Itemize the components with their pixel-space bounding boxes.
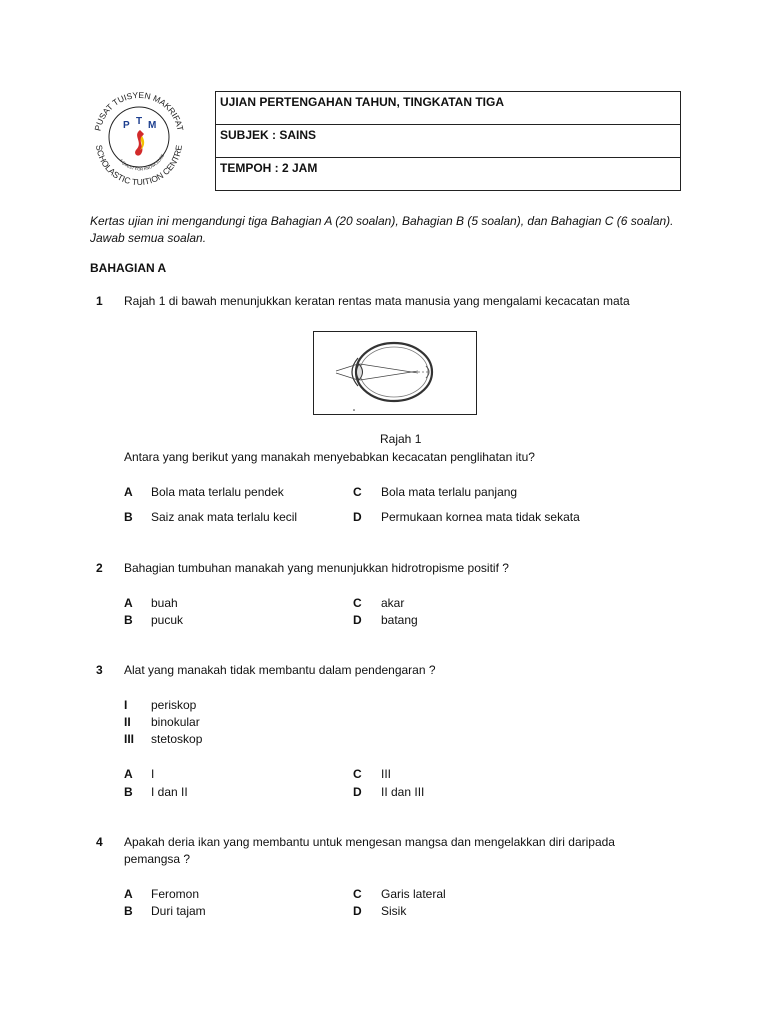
q3-option-b: I dan II xyxy=(151,785,188,799)
q3-option-a: I xyxy=(151,767,155,781)
section-title: BAHAGIAN A xyxy=(90,261,167,275)
logo-letter-m: M xyxy=(148,120,157,131)
q2-option-d: batang xyxy=(381,613,418,627)
svg-text:A QUEST FOR KNOWLEDGE xyxy=(119,153,166,172)
q1-option-b-letter: B xyxy=(124,510,133,524)
q3-option-b-letter: B xyxy=(124,785,133,799)
q2-option-c: akar xyxy=(381,596,405,610)
school-logo xyxy=(86,84,192,190)
q3-item-2: binokular xyxy=(151,715,200,729)
q4-option-d: Sisik xyxy=(381,904,407,918)
q2-option-d-letter: D xyxy=(353,613,362,627)
logo-motto: A QUEST FOR KNOWLEDGE xyxy=(118,153,166,172)
q2-option-a-letter: A xyxy=(124,596,133,610)
q4-option-c-letter: C xyxy=(353,887,362,901)
instructions-line-2: Jawab semua soalan. xyxy=(90,231,207,245)
q4-option-b: Duri tajam xyxy=(151,904,206,918)
q3-option-d: II dan III xyxy=(381,785,425,799)
q3-item-3-numeral: III xyxy=(124,732,135,746)
q3-item-1: periskop xyxy=(151,698,197,712)
q2-text: Bahagian tumbuhan manakah yang menunjukkan hidrotropisme positif ? xyxy=(124,561,509,575)
q1-option-a: Bola mata terlalu pendek xyxy=(151,485,284,499)
q2-option-c-letter: C xyxy=(353,596,362,610)
q4-option-a: Feromon xyxy=(151,887,200,901)
exam-header-table xyxy=(215,91,681,191)
instructions-line-1: Kertas ujian ini mengandungi tiga Bahagian A (20 soalan), Bahagian B (5 soalan), dan Bahagian C (6 soalan). xyxy=(90,214,674,228)
school-logo-seal xyxy=(86,84,192,190)
logo-letter-t: T xyxy=(136,116,143,127)
q1-question: Antara yang berikut yang manakah menyebabkan kecacatan penglihatan itu? xyxy=(124,450,535,464)
figure-caption: Rajah 1 xyxy=(380,432,422,446)
q2-number: 2 xyxy=(96,561,103,575)
exam-subject: SUBJEK : SAINS xyxy=(216,125,680,158)
q4-text-line-1: Apakah deria ikan yang membantu untuk mengesan mangsa dan mengelakkan diri daripada xyxy=(124,835,615,849)
instructions xyxy=(90,213,690,247)
q3-option-d-letter: D xyxy=(353,785,362,799)
q3-option-a-letter: A xyxy=(124,767,133,781)
logo-top-text: PUSAT TUISYEN MAKRIFAT xyxy=(92,89,186,132)
q4-option-b-letter: B xyxy=(124,904,133,918)
q4-number: 4 xyxy=(96,835,103,849)
q2-option-b: pucuk xyxy=(151,613,184,627)
q1-option-d: Permukaan kornea mata tidak sekata xyxy=(381,510,580,524)
q3-text: Alat yang manakah tidak membantu dalam pendengaran ? xyxy=(124,663,436,677)
exam-duration: TEMPOH : 2 JAM xyxy=(220,161,318,175)
q1-number: 1 xyxy=(96,294,103,308)
q1-option-c-letter: C xyxy=(353,485,362,499)
q4-text-line-2: pemangsa ? xyxy=(124,852,191,866)
q2-option-a: buah xyxy=(151,596,178,610)
q2-option-b-letter: B xyxy=(124,613,133,627)
logo-letter-p: P xyxy=(123,120,130,131)
q1-option-c: Bola mata terlalu panjang xyxy=(381,485,518,499)
exam-title: UJIAN PERTENGAHAN TAHUN, TINGKATAN TIGA xyxy=(216,92,680,125)
q1-option-a-letter: A xyxy=(124,485,133,499)
q4-option-d-letter: D xyxy=(353,904,362,918)
q1-text: Rajah 1 di bawah menunjukkan keratan rentas mata manusia yang mengalami kecacatan mata xyxy=(124,294,630,308)
q3-number: 3 xyxy=(96,663,103,677)
q3-item-2-numeral: II xyxy=(124,715,131,729)
q3-item-1-numeral: I xyxy=(124,698,128,712)
q1-option-d-letter: D xyxy=(353,510,362,524)
eye-diagram xyxy=(314,332,476,414)
logo-bottom-text: SCHOLASTIC TUITION CENTRE xyxy=(94,144,184,188)
q3-option-c: III xyxy=(381,767,392,781)
q3-option-c-letter: C xyxy=(353,767,362,781)
q3-item-3: stetoskop xyxy=(151,732,203,746)
q4-option-a-letter: A xyxy=(124,887,133,901)
eye-figure xyxy=(313,331,477,415)
q1-option-b: Saiz anak mata terlalu kecil xyxy=(151,510,298,524)
q4-option-c: Garis lateral xyxy=(381,887,446,901)
